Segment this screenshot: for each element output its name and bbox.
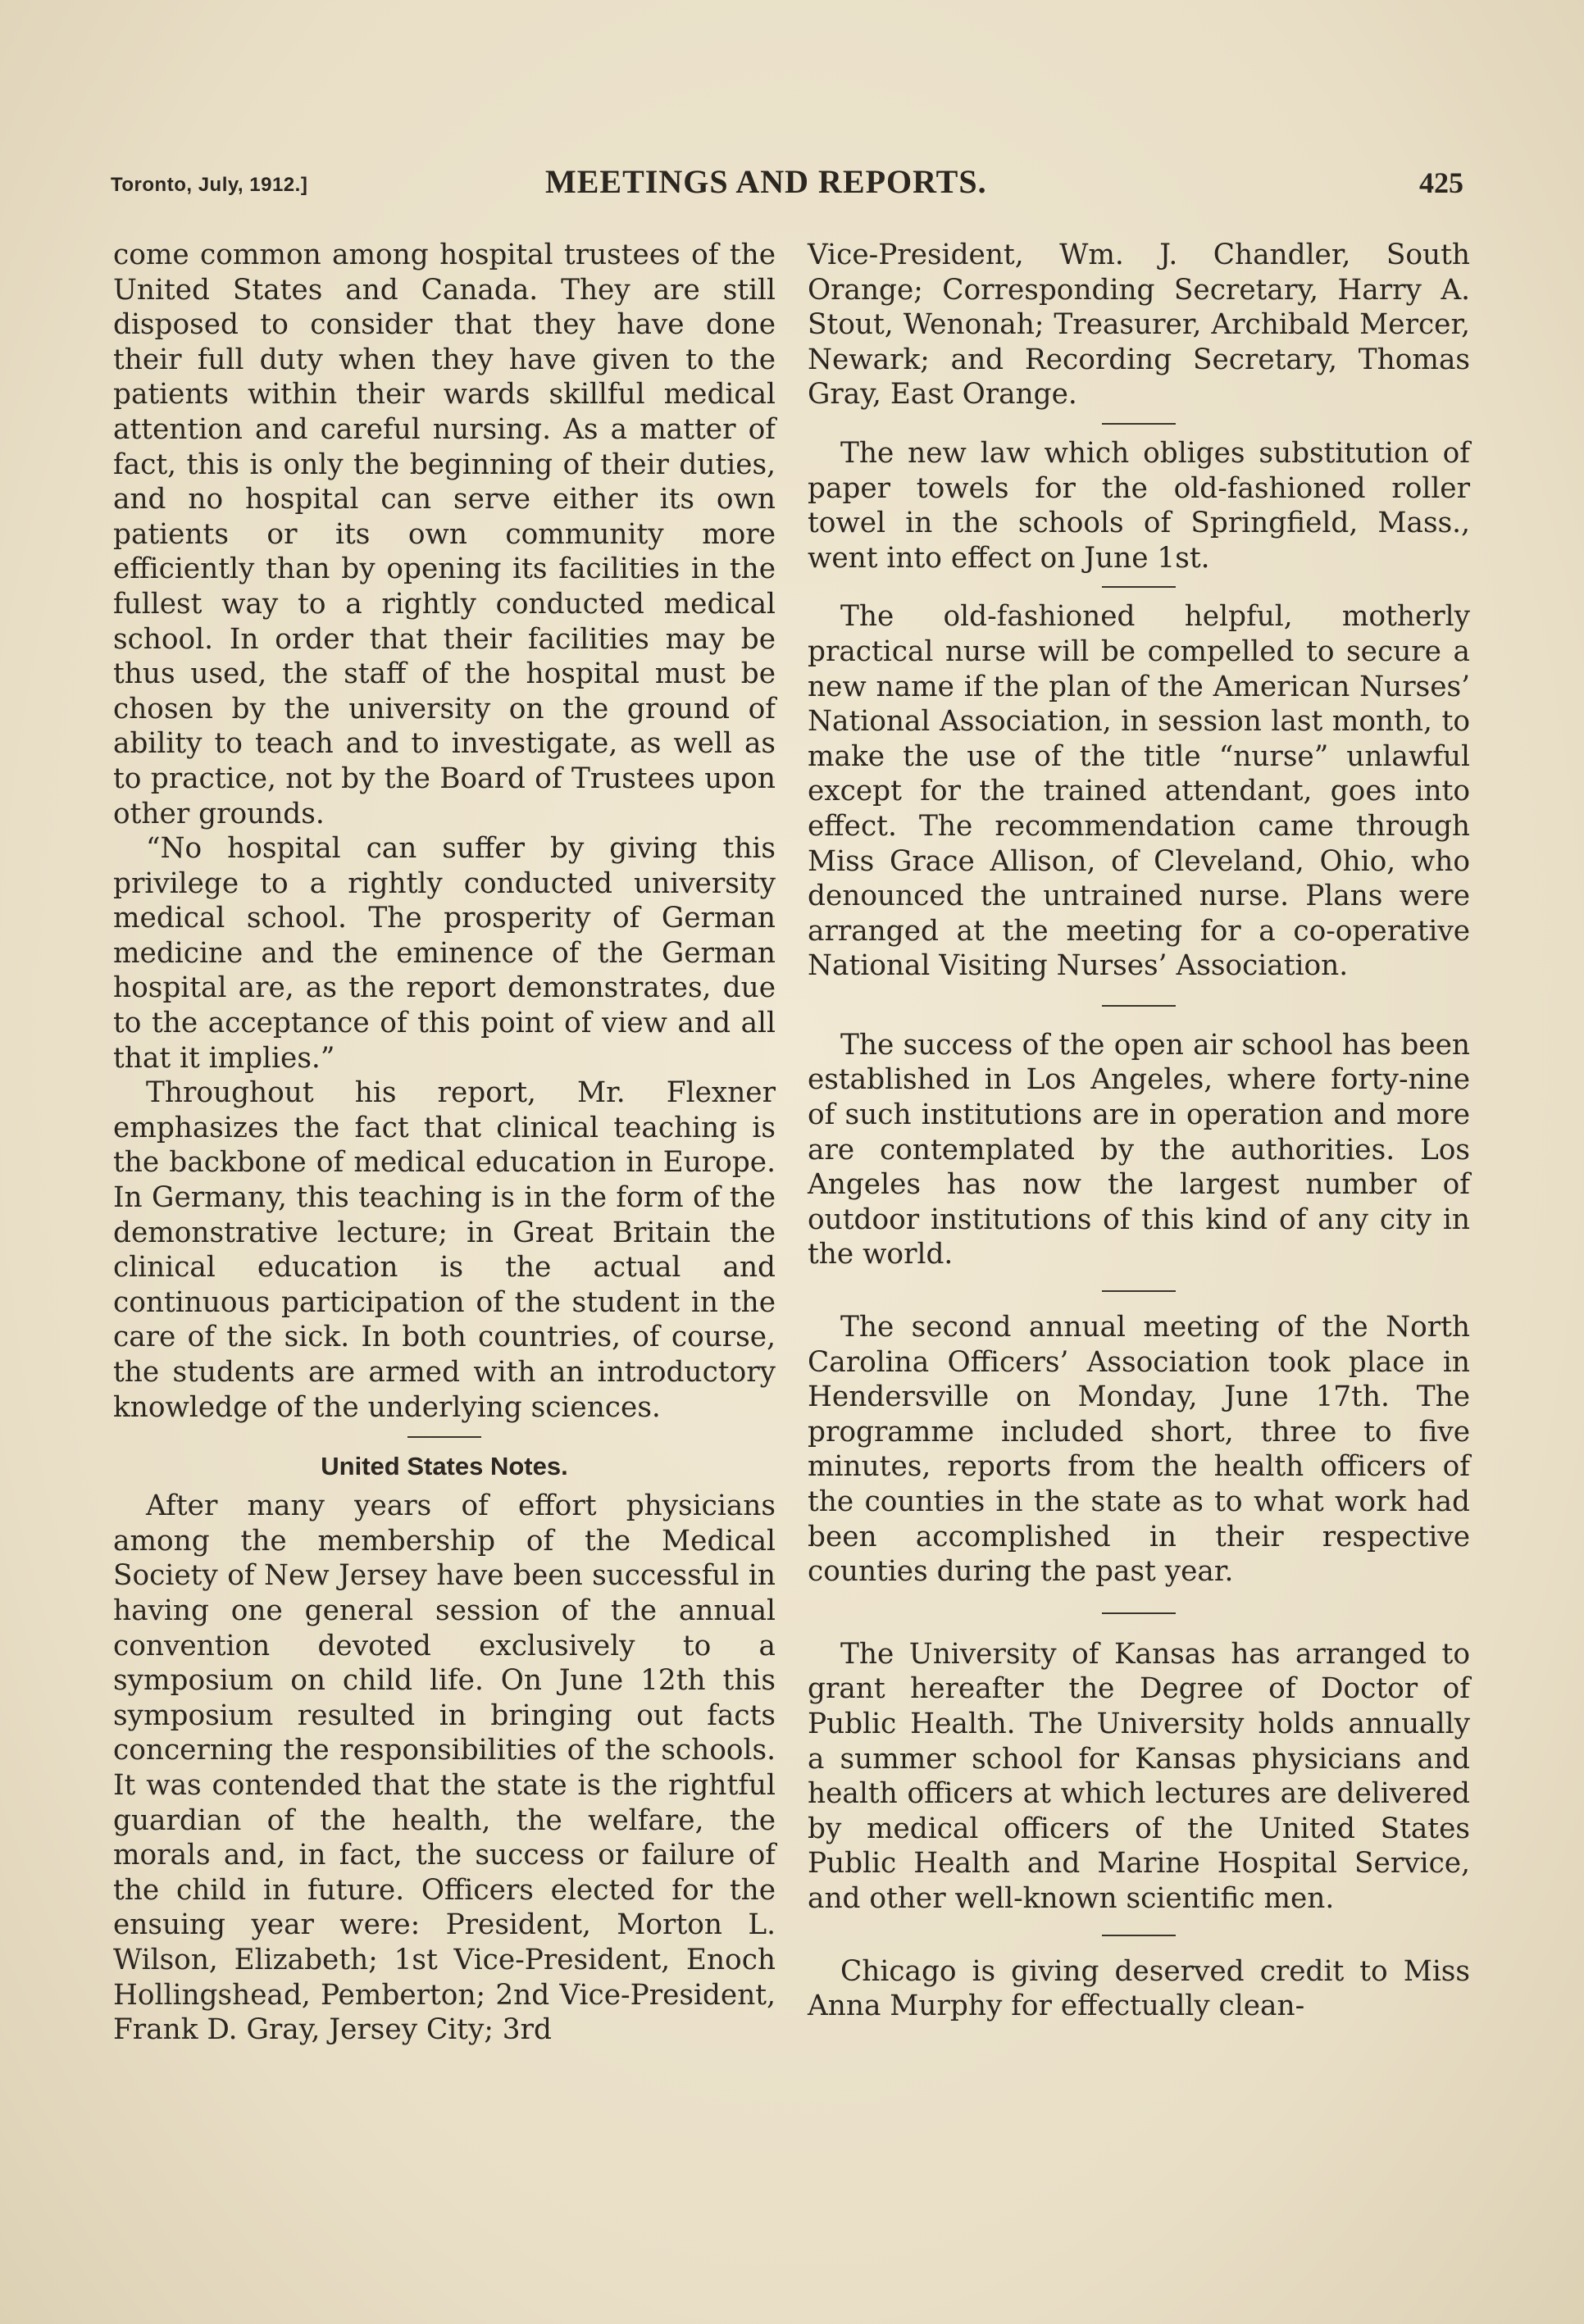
paragraph: Vice-President, Wm. J. Chandler, South Orange; Corresponding Secretary, Harry A. Stout, Wenonah; Treasurer, Archibald Mercer, Newark; and Recording Secretary, Thomas Gray, East Orange.: [808, 239, 1470, 412]
paragraph: Throughout his report, Mr. Flexner emphasizes the fact that clinical teaching is the backbone of medical education in Europe. In Germany, this teaching is in the form of the demonstrative lecture; in Great Britain the clinical education is the actual and continuous participation of the student in the care of the sick. In both countries, of course, the students are armed with an introductory knowledge of the underlying sciences.: [113, 1076, 776, 1424]
right-column: [808, 238, 1470, 2024]
subheading: United States Notes.: [321, 1452, 568, 1481]
paragraph: Chicago is giving deserved credit to Miss Anna Murphy for effectually clean-: [808, 1954, 1470, 2023]
page-header: [111, 162, 1463, 203]
paragraph: The success of the open air school has been established in Los Angeles, where forty-nine of such institutions are in operation and more are contemplated by the authorities. Los Angeles has now the largest number of outdoor institutions of this kind of any city in the world.: [808, 1028, 1470, 1271]
paragraph: The University of Kansas has arranged to grant hereafter the Degree of Doctor of Public Health. The University holds annually a summer school for Kansas physicians and health officers at which lectures are delivered by medical officers of the United States Public Health and Marine Hospital Service, and other well-known scientific men.: [808, 1637, 1470, 1915]
left-column: [113, 238, 776, 2048]
paragraph: “No hospital can suffer by giving this privilege to a rightly conducted university medical school. The prosperity of German medicine and the eminence of the German hospital are, as the report demonstrates, due to the acceptance of this point of view and all that it implies.”: [113, 832, 776, 1075]
section-divider: [407, 1436, 481, 1438]
paragraph: The new law which obliges substitution of paper towels for the old-fashioned roller towel in the schools of Springfield, Mass., went into effect on June 1st.: [808, 436, 1470, 575]
section-divider: [1102, 1005, 1176, 1007]
paragraph: The old-fashioned helpful, motherly practical nurse will be compelled to secure a new name if the plan of the American Nurses’ National Association, in session last month, to make the use of the title “nurse” unlawful except for the trained attendant, goes into effect. The recommendation came through Miss Grace Allison, of Cleveland, Ohio, who denounced the untrained nurse. Plans were arranged at the meeting for a co-operative National Visiting Nurses’ Association.: [808, 600, 1470, 983]
section-divider: [1102, 1290, 1176, 1292]
paragraph: come common among hospital trustees of the United States and Canada. They are still disposed to consider that they have done their full duty when they have given to the patients within their wards skillful medical attention and careful nursing. As a matter of fact, this is only the beginning of their duties, and no hospital can serve either its own patients or its own community more efficiently than by opening its facilities in the fullest way to a rightly conducted medical school. In order that their facilities may be thus used, the staff of the hospital must be chosen by the university on the ground of ability to teach and to investigate, as well as to practice, not by the Board of Trustees upon other grounds.: [113, 239, 776, 830]
section-title: MEETINGS AND REPORTS.: [545, 163, 987, 200]
section-divider: [1102, 1612, 1176, 1614]
running-head: Toronto, July, 1912.]: [111, 174, 308, 196]
page-number: 425: [1419, 166, 1463, 199]
section-divider: [1102, 1935, 1176, 1936]
section-divider: [1102, 423, 1176, 425]
section-divider: [1102, 586, 1176, 588]
paragraph: After many years of effort physicians among the membership of the Medical Society of New Jersey have been successful in having one general session of the annual convention devoted exclusively to a symposium on child life. On June 12th this symposium resulted in bringing out facts concerning the responsibilities of the schools. It was contended that the state is the rightful guardian of the health, the welfare, the morals and, in fact, the success or failure of the child in future. Officers elected for the ensuing year were: President, Morton L. Wilson, Elizabeth; 1st Vice-President, Enoch Hollingshead, Pemberton; 2nd Vice-President, Frank D. Gray, Jersey City; 3rd: [113, 1489, 776, 2047]
paragraph: The second annual meeting of the North Carolina Officers’ Association took place in Hendersville on Monday, June 17th. The programme included short, three to five minutes, reports from the health officers of the counties in the state as to what work had been accomplished in their respective counties during the past year.: [808, 1311, 1470, 1589]
